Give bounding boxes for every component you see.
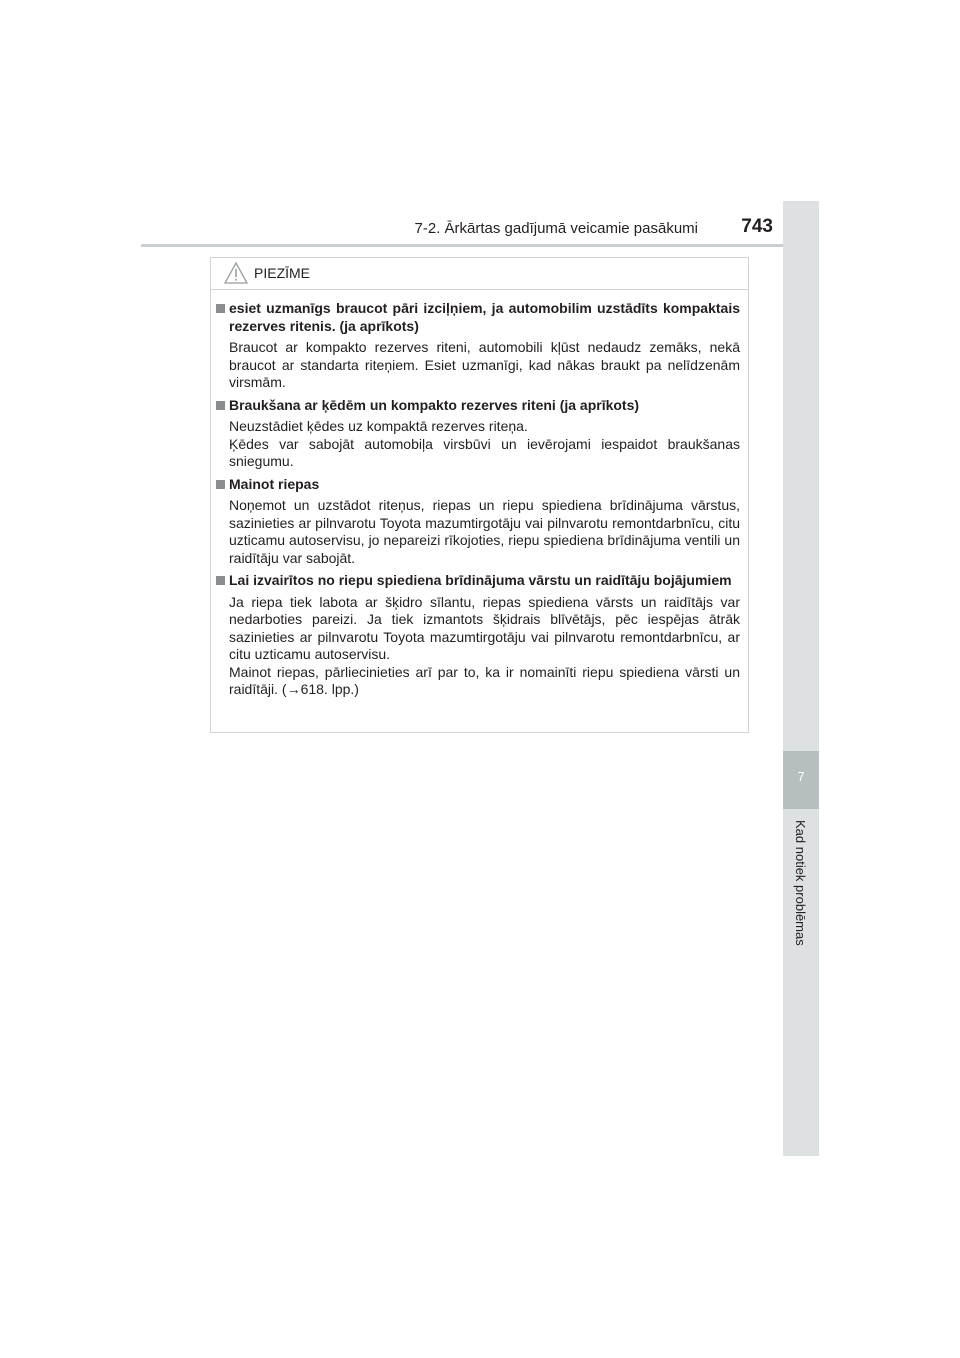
notice-item xyxy=(216,572,740,699)
notice-item-paragraph: Neuzstādiet ķēdes uz kompaktā rezerves riteņa. xyxy=(229,418,528,434)
notice-item-paragraph: Noņemot un uzstādot riteņus, riepas un riepu spiediena brīdinājuma vārstus, sazinieties ar pilnvarotu Toyota mazumtirgotāju vai pilnvarotu remontdarbnīcu, citu uzticamu autoservisu, jo nepareizi rīkojoties, riepu spiediena brīdinājuma ventili un raidītāju var sabojāt. xyxy=(229,497,740,566)
notice-item-heading: Braukšana ar ķēdēm un kompakto rezerves riteni (ja aprīkots) xyxy=(229,396,640,413)
notice-item-paragraph: Braucot ar kompakto rezerves riteni, automobili kļūst nedaudz zemāks, nekā braucot ar standarta riteņiem. Esiet uzmanīgi, kad nākas braukt pa nelīdzenām virsmām. xyxy=(229,339,740,390)
chapter-side-tab xyxy=(783,201,819,1156)
header-rule xyxy=(141,244,819,247)
notice-item xyxy=(216,397,740,471)
notice-item-heading: Mainot riepas xyxy=(229,475,320,492)
notice-item xyxy=(216,300,740,392)
notice-box xyxy=(210,257,749,733)
notice-header xyxy=(211,258,748,290)
notice-item-paragraph: Ja riepa tiek labota ar šķidro sīlantu, riepas spiediena vārsts un raidītājs var nedarboties pareizi. Ja tiek izmantots šķidrais blīvētājs, pēc iespējas ātrāk sazinieties ar pilnvarotu Toyota mazumtirgotāju vai pilnvarotu remontdarbnīcu, ar citu uzticamu autoservisu. xyxy=(229,593,740,662)
page-number: 743 xyxy=(741,216,773,237)
chapter-number: 7 xyxy=(797,769,805,784)
chapter-number-tab xyxy=(783,751,819,809)
notice-item-heading: esiet uzmanīgs braucot pāri izciļņiem, ja automobilim uzstādīts kompaktais rezerves ritenis. (ja aprīkots) xyxy=(229,300,740,334)
section-title: 7-2. Ārkārtas gadījumā veicamie pasākumi xyxy=(414,220,698,237)
notice-item-paragraph: Mainot riepas, pārliecinieties arī par to, ka ir nomainīti riepu spiediena vārsti un raidītāji. (→618. lpp.) xyxy=(229,663,740,697)
warning-triangle-icon xyxy=(224,262,248,289)
bullet-square-icon xyxy=(216,304,225,313)
chapter-label: Kad notiek problēmas xyxy=(793,820,808,946)
notice-item-heading: Lai izvairītos no riepu spiediena brīdinājuma vārstu un raidītāju bojājumiem xyxy=(229,572,732,588)
bullet-square-icon xyxy=(216,401,225,410)
notice-body xyxy=(216,300,740,704)
notice-item xyxy=(216,476,740,568)
bullet-square-icon xyxy=(216,480,225,489)
notice-item-paragraph: Ķēdes var sabojāt automobiļa virsbūvi un ievērojami iespaidot braukšanas sniegumu. xyxy=(229,435,740,469)
notice-title: PIEZĪME xyxy=(254,265,311,281)
bullet-square-icon xyxy=(216,576,225,585)
